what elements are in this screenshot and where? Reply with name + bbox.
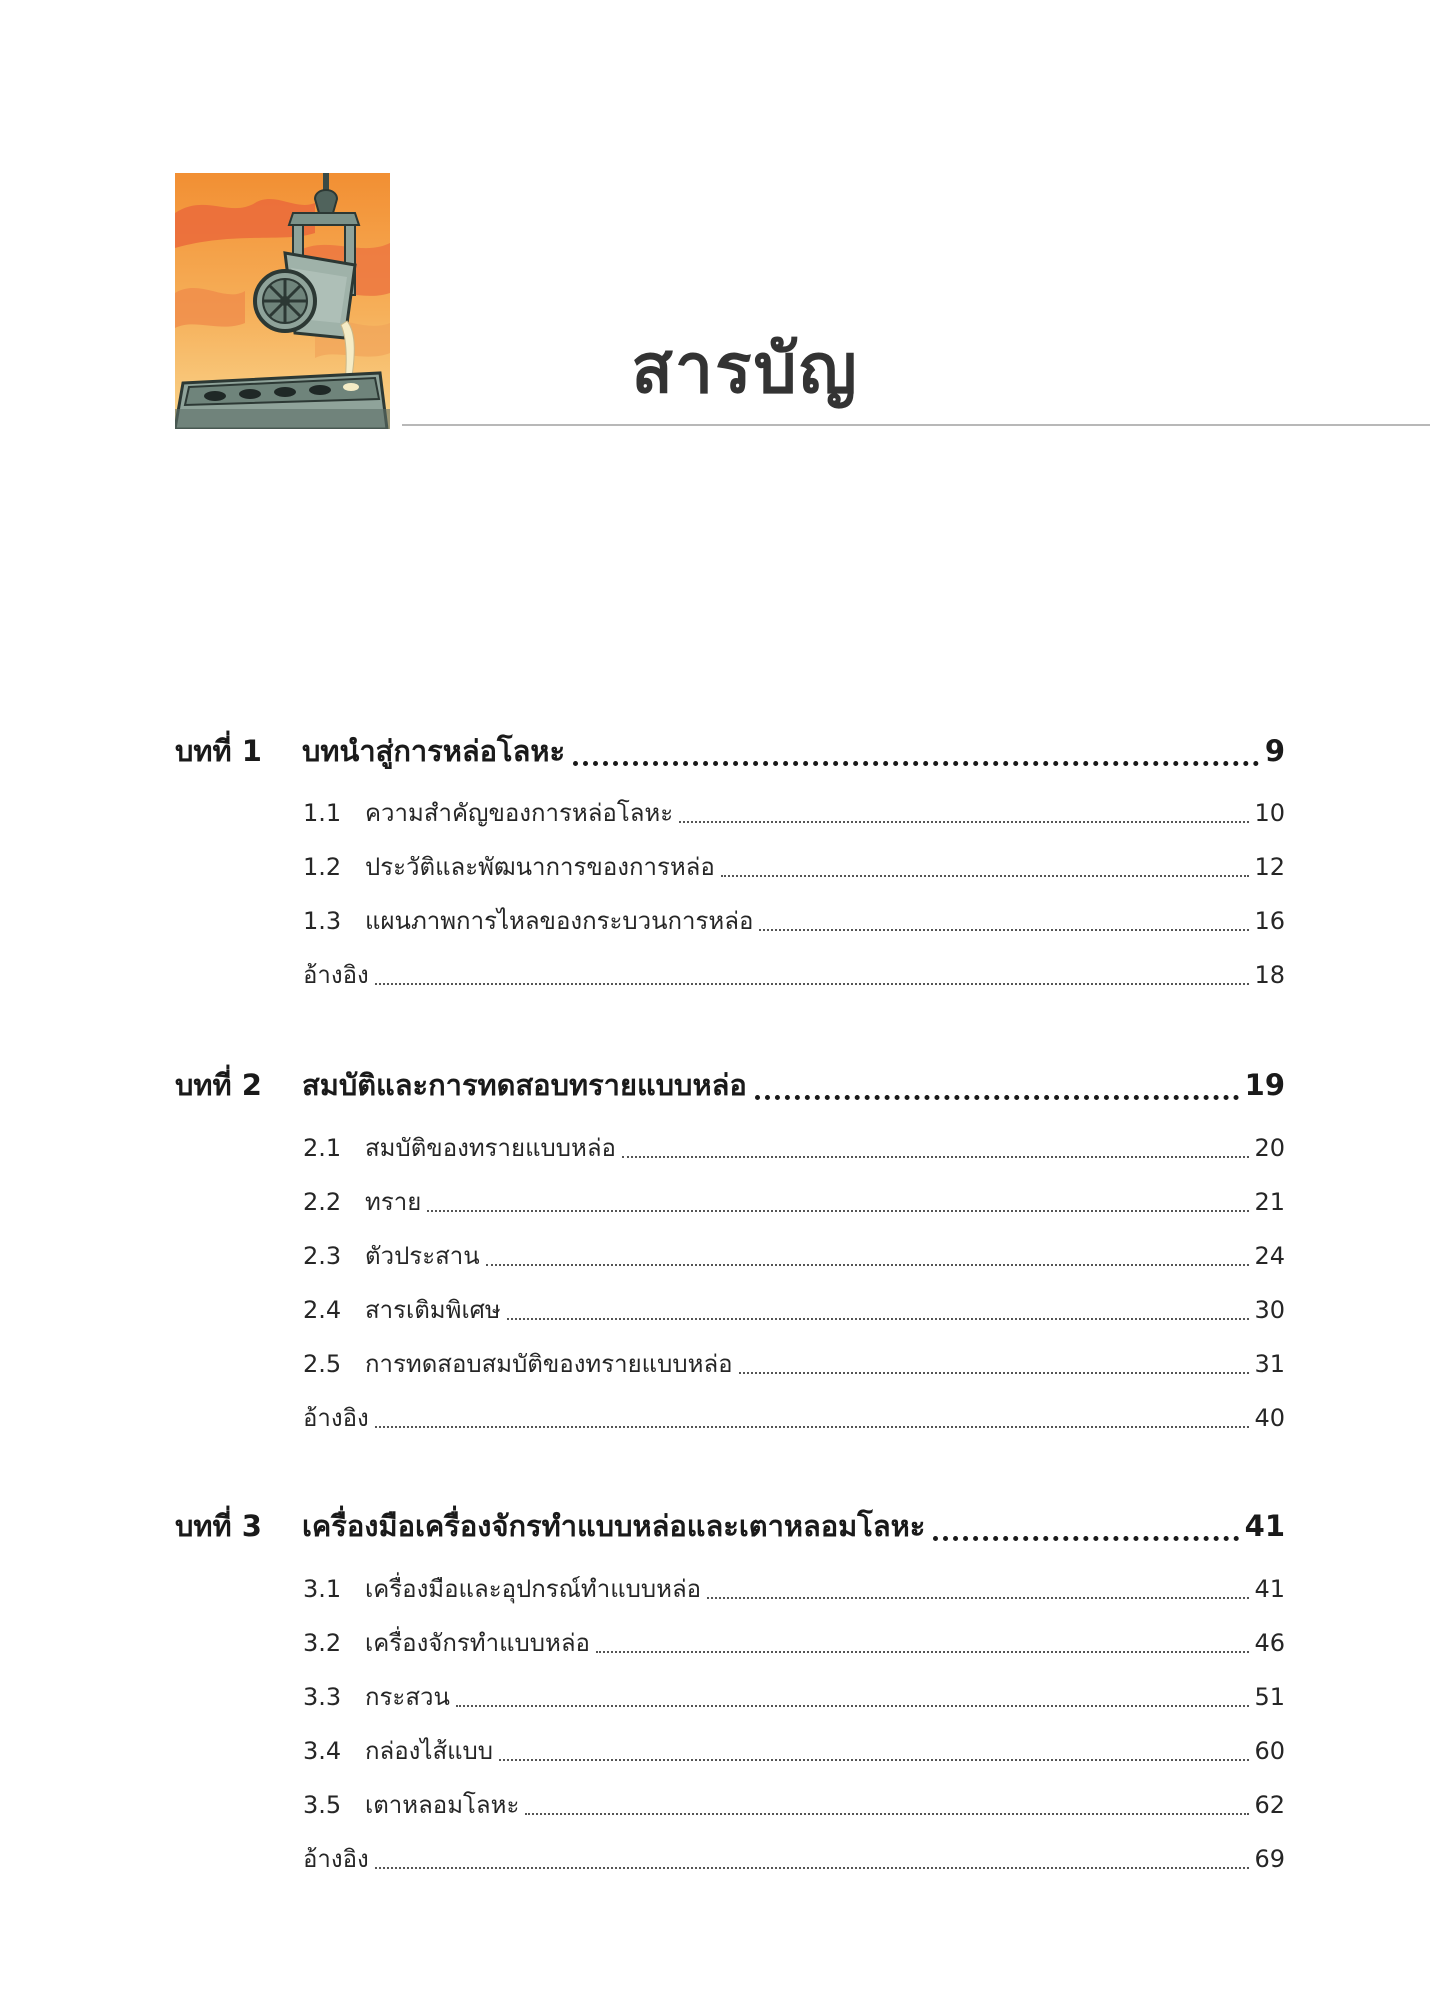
toc-entry[interactable] xyxy=(303,1569,1285,1609)
dot-leader xyxy=(596,1651,1250,1653)
chapter-label: บทที่ 3 xyxy=(175,1509,262,1543)
dot-leader xyxy=(573,761,1259,766)
toc-entry[interactable] xyxy=(303,1731,1285,1771)
entry-label: เครื่องจักรทำแบบหล่อ xyxy=(365,1629,590,1657)
toc-entry[interactable] xyxy=(303,1677,1285,1717)
entry-number: 3.4 xyxy=(303,1737,342,1765)
entry-page-number: 12 xyxy=(1254,853,1285,881)
title-divider xyxy=(402,424,1430,426)
toc-entry-references[interactable] xyxy=(303,1398,1285,1438)
entry-number: 2.2 xyxy=(303,1188,342,1216)
entry-page-number: 46 xyxy=(1254,1629,1285,1657)
entry-number: 2.4 xyxy=(303,1296,342,1324)
entry-page-number: 40 xyxy=(1254,1404,1285,1432)
entry-label: อ้างอิง xyxy=(303,961,369,989)
entry-page-number: 41 xyxy=(1254,1575,1285,1603)
dot-leader xyxy=(755,1095,1239,1100)
toc-entry[interactable] xyxy=(303,901,1285,941)
toc-entry[interactable] xyxy=(303,793,1285,833)
entry-number: 3.1 xyxy=(303,1575,342,1603)
entry-number: 1.3 xyxy=(303,907,342,935)
toc-chapter[interactable] xyxy=(175,728,1285,778)
entry-page-number: 20 xyxy=(1254,1134,1285,1162)
entry-number: 2.3 xyxy=(303,1242,342,1270)
entry-page-number: 10 xyxy=(1254,799,1285,827)
dot-leader xyxy=(933,1536,1238,1541)
dot-leader xyxy=(525,1813,1249,1815)
entry-page-number: 24 xyxy=(1254,1242,1285,1270)
dot-leader xyxy=(375,983,1250,985)
foundry-ladle-icon xyxy=(175,173,390,429)
toc-entry[interactable] xyxy=(303,1344,1285,1384)
toc-entry[interactable] xyxy=(303,1623,1285,1663)
dot-leader xyxy=(759,929,1249,931)
entry-label: กล่องไส้แบบ xyxy=(365,1737,494,1765)
page-title: สารบัญ xyxy=(631,330,859,409)
toc-chapter[interactable] xyxy=(175,1503,1285,1553)
entry-page-number: 69 xyxy=(1254,1845,1285,1873)
entry-page-number: 62 xyxy=(1254,1791,1285,1819)
entry-label: อ้างอิง xyxy=(303,1404,369,1432)
chapter-page-number: 9 xyxy=(1264,734,1285,768)
dot-leader xyxy=(427,1210,1249,1212)
entry-page-number: 60 xyxy=(1254,1737,1285,1765)
dot-leader xyxy=(486,1264,1250,1266)
entry-number: 3.3 xyxy=(303,1683,342,1711)
toc-entry-references[interactable] xyxy=(303,1839,1285,1879)
toc-entry[interactable] xyxy=(303,1785,1285,1825)
dot-leader xyxy=(707,1597,1249,1599)
dot-leader xyxy=(679,821,1249,823)
entry-number: 2.5 xyxy=(303,1350,342,1378)
entry-label: ทราย xyxy=(365,1188,422,1216)
chapter-label: บทที่ 2 xyxy=(175,1068,262,1102)
toc-entry[interactable] xyxy=(303,1290,1285,1330)
entry-number: 1.2 xyxy=(303,853,342,881)
chapter-label: บทที่ 1 xyxy=(175,734,262,768)
dot-leader xyxy=(375,1426,1250,1428)
entry-page-number: 51 xyxy=(1254,1683,1285,1711)
entry-label: แผนภาพการไหลของกระบวนการหล่อ xyxy=(365,907,754,935)
toc-entry-references[interactable] xyxy=(303,955,1285,995)
entry-page-number: 18 xyxy=(1254,961,1285,989)
entry-number: 3.2 xyxy=(303,1629,342,1657)
entry-label: ประวัติและพัฒนาการของการหล่อ xyxy=(365,853,715,881)
toc-entry[interactable] xyxy=(303,1128,1285,1168)
chapter-title: บทนำสู่การหล่อโลหะ xyxy=(302,734,566,768)
dot-leader xyxy=(507,1318,1250,1320)
entry-label: อ้างอิง xyxy=(303,1845,369,1873)
entry-number: 3.5 xyxy=(303,1791,342,1819)
entry-label: กระสวน xyxy=(365,1683,450,1711)
dot-leader xyxy=(739,1372,1250,1374)
entry-label: เตาหลอมโลหะ xyxy=(365,1791,520,1819)
dot-leader xyxy=(721,875,1250,877)
dot-leader xyxy=(622,1156,1249,1158)
entry-label: เครื่องมือและอุปกรณ์ทำแบบหล่อ xyxy=(365,1575,702,1603)
entry-number: 1.1 xyxy=(303,799,342,827)
chapter-title: สมบัติและการทดสอบทรายแบบหล่อ xyxy=(302,1068,747,1102)
toc-chapter[interactable] xyxy=(175,1062,1285,1112)
chapter-title: เครื่องมือเครื่องจักรทำแบบหล่อและเตาหลอมโลหะ xyxy=(302,1509,926,1543)
entry-page-number: 16 xyxy=(1254,907,1285,935)
entry-page-number: 21 xyxy=(1254,1188,1285,1216)
chapter-page-number: 19 xyxy=(1244,1068,1285,1102)
toc-entry[interactable] xyxy=(303,847,1285,887)
entry-label: ความสำคัญของการหล่อโลหะ xyxy=(365,799,674,827)
entry-label: สารเติมพิเศษ xyxy=(365,1296,501,1324)
entry-label: การทดสอบสมบัติของทรายแบบหล่อ xyxy=(365,1350,733,1378)
toc-entry[interactable] xyxy=(303,1182,1285,1222)
dot-leader xyxy=(499,1759,1249,1761)
entry-page-number: 31 xyxy=(1254,1350,1285,1378)
entry-label: ตัวประสาน xyxy=(365,1242,480,1270)
dot-leader xyxy=(375,1867,1250,1869)
chapter-page-number: 41 xyxy=(1244,1509,1285,1543)
dot-leader xyxy=(456,1705,1250,1707)
toc-entry[interactable] xyxy=(303,1236,1285,1276)
entry-number: 2.1 xyxy=(303,1134,342,1162)
entry-page-number: 30 xyxy=(1254,1296,1285,1324)
entry-label: สมบัติของทรายแบบหล่อ xyxy=(365,1134,616,1162)
